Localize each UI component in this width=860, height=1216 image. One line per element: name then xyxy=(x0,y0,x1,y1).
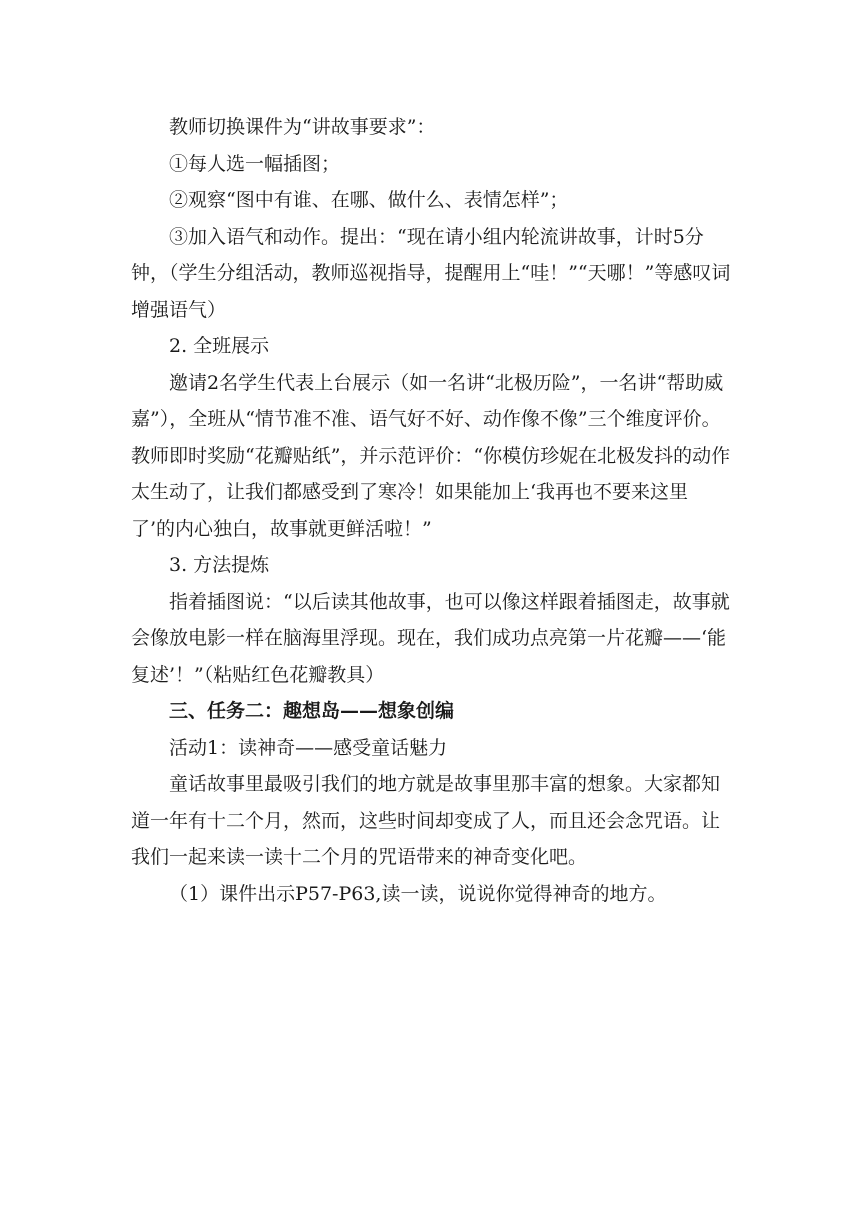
section-heading-task-two: 三、任务二：趣想岛——想象创编 xyxy=(169,700,455,722)
activity-heading: 活动1：读神奇——感受童话魅力 xyxy=(169,736,448,759)
section-heading-class-show: 2. 全班展示 xyxy=(169,335,270,357)
paragraph-requirement-3: ③加入语气和动作。提出：“现在请小组内轮流讲故事，计时5分钟，（学生分组活动，教师巡视指导，提醒用上“哇！”“天哪！”等感叹词增强语气） xyxy=(131,225,731,321)
paragraph-fairy-tale: 童话故事里最吸引我们的地方就是故事里那丰富的想象。大家都知道一年有十二个月，然而，这些时间却变成了人，而且还会念咒语。让我们一起来读一读十二个月的咒语带来的神奇变化吧。 xyxy=(131,773,721,868)
paragraph-requirement-2: ②观察“图中有谁、在哪、做什么、表情怎样”； xyxy=(169,189,569,211)
paragraph-courseware-step: （1）课件出示P57-P63,读一读，说说你觉得神奇的地方。 xyxy=(169,882,667,905)
paragraph-method: 指着插图说：“以后读其他故事，也可以像这样跟着插图走，故事就会像放电影一样在脑海里浮现。现在，我们成功点亮第一片花瓣——‘能复述’！”（粘贴红色花瓣教具） xyxy=(131,590,730,686)
paragraph-story-requirements: 教师切换课件为“讲故事要求”： xyxy=(169,116,436,138)
section-heading-method: 3. 方法提炼 xyxy=(169,554,270,576)
document-body xyxy=(131,109,731,912)
paragraph-requirement-1: ①每人选一幅插图； xyxy=(169,152,341,175)
paragraph-class-show: 邀请2名学生代表上台展示（如一名讲“北极历险”，一名讲“帮助威嘉”），全班从“情节准不准、语气好不好、动作像不像”三个维度评价。教师即时奖励“花瓣贴纸”，并示范评价：“你模仿珍妮在北极发抖的动作太生动了，让我们都感受到了寒冷！如果能加上‘我再也不要来这里了’的内心独白，故事就更鲜活啦！” xyxy=(131,371,731,540)
